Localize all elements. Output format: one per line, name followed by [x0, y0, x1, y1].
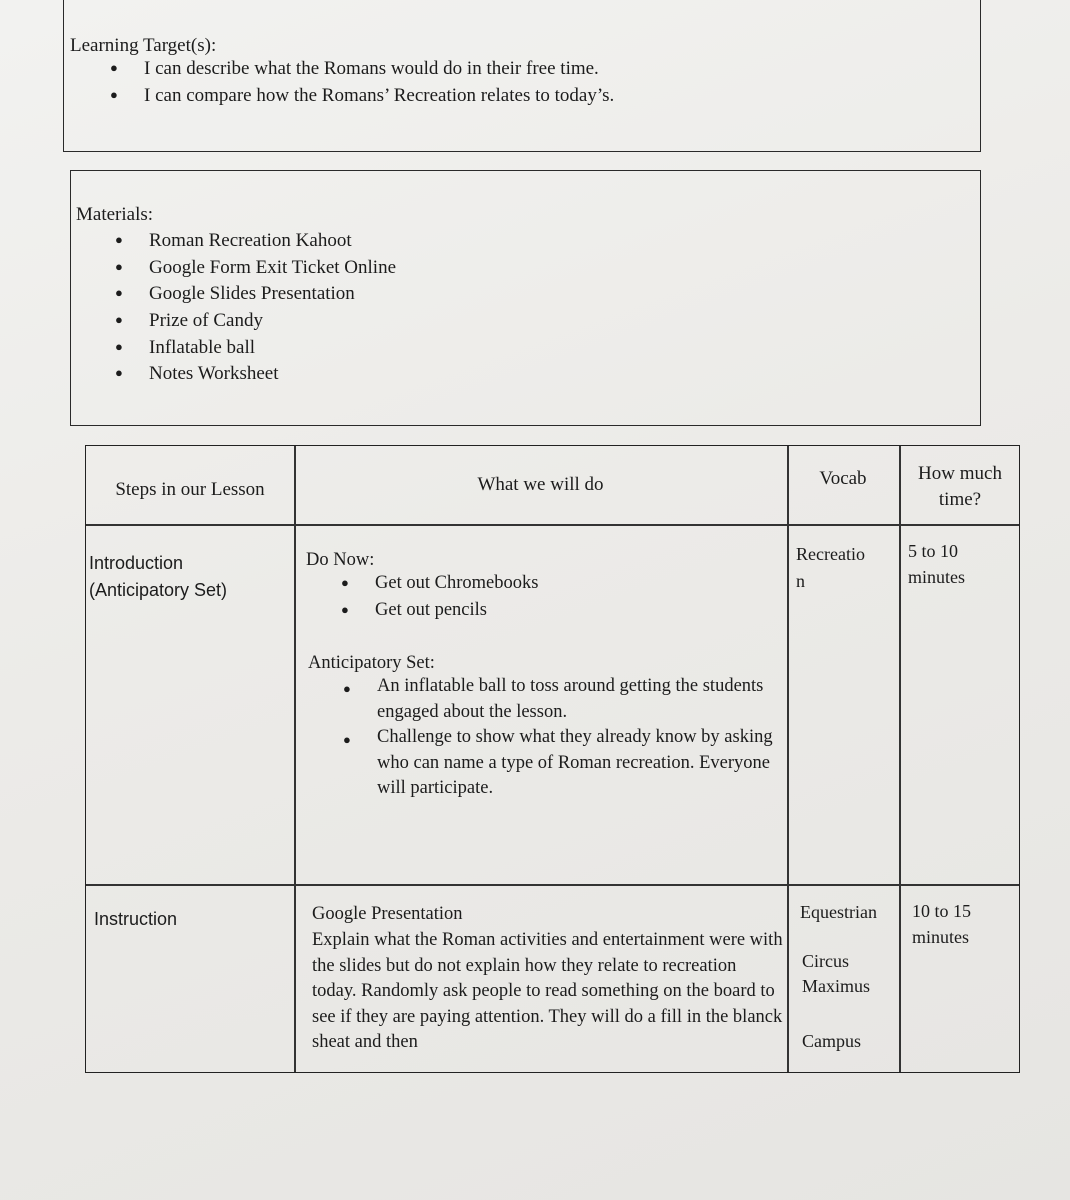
- row-step-introduction: Introduction (Anticipatory Set): [89, 553, 228, 600]
- list-item: ● Inflatable ball: [115, 336, 256, 358]
- lesson-table: [85, 445, 1020, 1073]
- materials-box: [70, 170, 981, 426]
- list-item: ● I can describe what the Romans would do in their free time.: [110, 58, 599, 79]
- table-divider: [86, 884, 1019, 886]
- learning-targets-heading: Learning Target(s):: [70, 35, 217, 56]
- table-divider: [294, 446, 296, 1072]
- bullet-icon: ●: [110, 60, 118, 75]
- table-divider: [86, 524, 1019, 526]
- bullet-icon: ●: [115, 365, 123, 381]
- anticipatory-list: [343, 674, 777, 802]
- list-item: ● I can compare how the Romans’ Recreation relates to today’s.: [110, 85, 615, 106]
- google-presentation-heading: Google Presentation: [312, 904, 463, 924]
- bullet-icon: ●: [341, 575, 349, 590]
- header-what: What we will do: [477, 474, 604, 495]
- list-item: ● Google Slides Presentation: [115, 283, 355, 305]
- header-time: How much time?: [918, 463, 1002, 510]
- row-step-instruction: Instruction: [94, 909, 178, 929]
- table-divider: [787, 446, 789, 1072]
- list-item: ● An inflatable ball to toss around getting the students engaged about the lesson.: [343, 676, 764, 722]
- bullet-icon: ●: [341, 601, 349, 617]
- vocab-equestrian: Equestrian: [800, 902, 877, 922]
- bullet-icon: ●: [115, 258, 123, 274]
- vocab-recreation: Recreatio n: [796, 544, 865, 591]
- time-instruction: 10 to 15 minutes: [912, 901, 972, 947]
- bullet-icon: ●: [115, 232, 123, 247]
- materials-list: [115, 230, 396, 390]
- header-vocab: Vocab: [819, 468, 867, 489]
- time-introduction: 5 to 10 minutes: [908, 541, 965, 587]
- list-item: ● Roman Recreation Kahoot: [115, 230, 352, 251]
- bullet-icon: ●: [343, 681, 351, 696]
- bullet-icon: ●: [115, 312, 123, 328]
- vocab-campus: Campus: [802, 1031, 862, 1051]
- list-item: ● Get out pencils: [341, 599, 488, 620]
- bullet-icon: ●: [110, 87, 118, 102]
- bullet-icon: ●: [115, 285, 123, 301]
- list-item: ● Get out Chromebooks: [341, 573, 539, 593]
- bullet-icon: ●: [115, 338, 123, 354]
- list-item: ● Notes Worksheet: [115, 363, 279, 385]
- list-item: ● Google Form Exit Ticket Online: [115, 256, 396, 278]
- do-now-list: [341, 573, 539, 626]
- vocab-circus-maximus: Circus Maximus: [802, 951, 871, 996]
- materials-heading: Materials:: [76, 204, 154, 225]
- bullet-icon: ●: [343, 732, 351, 747]
- do-now-heading: Do Now:: [306, 550, 375, 570]
- instruction-text: Explain what the Roman activities and entertainment were with the slides but do not explain how they relate to recreation today. Randomly ask people to read something on the board to see if they are paying attention. They will do a fill in the blanck sheat and then: [312, 930, 783, 1052]
- learning-targets-box: [63, 0, 981, 152]
- table-divider: [899, 446, 901, 1072]
- anticipatory-heading: Anticipatory Set:: [308, 653, 435, 673]
- learning-targets-list: [110, 58, 615, 112]
- header-steps: Steps in our Lesson: [115, 479, 265, 500]
- list-item: ● Prize of Candy: [115, 310, 263, 332]
- list-item: ● Challenge to show what they already know by asking who can name a type of Roman recreation. Everyone will participate.: [343, 727, 773, 798]
